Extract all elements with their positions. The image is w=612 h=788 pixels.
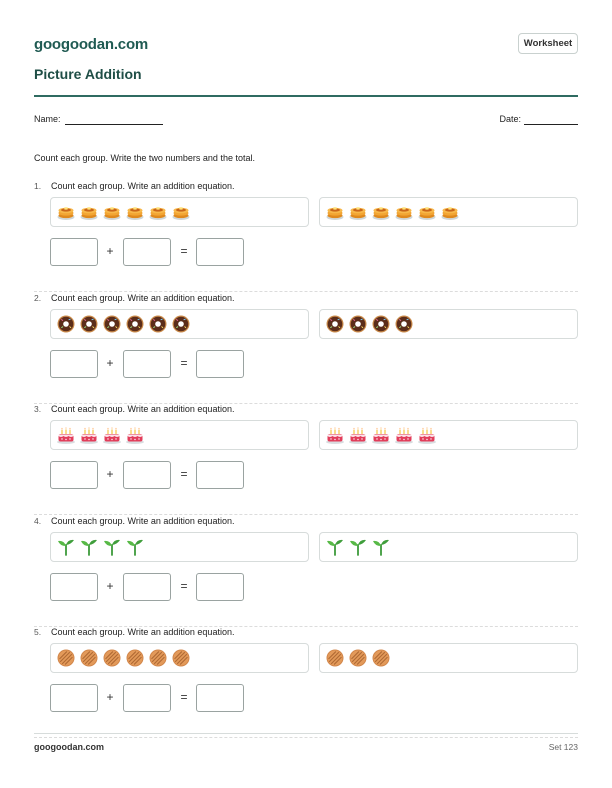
equals-sign: = (180, 467, 188, 481)
picture-group-right (319, 197, 578, 227)
cake-icon (394, 425, 414, 445)
problem-prompt: Count each group. Write an addition equation. (51, 404, 235, 414)
sprout-icon (348, 537, 368, 557)
plus-sign: + (106, 578, 114, 593)
sprout-icon (56, 537, 76, 557)
picture-group-right (319, 532, 578, 562)
date-label: Date: (499, 114, 521, 124)
addend-1-input[interactable] (50, 684, 98, 712)
pancake-icon (79, 202, 99, 222)
cake-icon (417, 425, 437, 445)
addend-2-input[interactable] (123, 573, 171, 601)
sum-input[interactable] (196, 350, 244, 378)
problem-1 (34, 181, 578, 292)
addend-1-input[interactable] (50, 461, 98, 489)
equals-sign: = (180, 244, 188, 258)
cookie-icon (102, 648, 122, 668)
pancake-icon (417, 202, 437, 222)
footer-divider (34, 733, 578, 734)
sprout-icon (125, 537, 145, 557)
cookie-icon (125, 648, 145, 668)
equals-sign: = (180, 355, 188, 370)
sprout-icon (371, 537, 391, 557)
donut-icon (348, 314, 368, 334)
addend-2-input[interactable] (123, 461, 171, 489)
pancake-icon (348, 202, 368, 222)
cookie-icon (79, 648, 99, 668)
problem-prompt: Count each group. Write an addition equation. (51, 292, 235, 303)
addend-1-input[interactable] (50, 238, 98, 266)
cookie-icon (171, 648, 191, 668)
problem-number: 1. (34, 181, 42, 191)
addend-1-input[interactable] (50, 350, 98, 378)
problem-number: 3. (34, 404, 42, 414)
cake-icon (125, 425, 145, 445)
cake-icon (348, 425, 368, 445)
problem-divider (34, 737, 578, 738)
pancake-icon (56, 202, 76, 222)
pancake-icon (125, 202, 145, 222)
problem-prompt: Count each group. Write an addition equation. (51, 515, 235, 526)
picture-group-left (50, 197, 309, 227)
problem-2 (34, 293, 578, 404)
plus-sign: + (106, 690, 114, 704)
donut-icon (148, 314, 168, 334)
equals-sign: = (180, 690, 188, 704)
pancake-icon (371, 202, 391, 222)
footer-set: Set 123 (548, 742, 578, 752)
problem-3 (34, 404, 578, 515)
problem-number: 2. (34, 292, 42, 303)
cake-icon (371, 425, 391, 445)
instructions: Count each group. Write the two numbers and the total. (34, 153, 255, 163)
pancake-icon (394, 202, 414, 222)
sprout-icon (325, 537, 345, 557)
pancake-icon (440, 202, 460, 222)
picture-group-right (319, 420, 578, 450)
name-label: Name: (34, 114, 61, 124)
cake-icon (102, 425, 122, 445)
donut-icon (325, 314, 345, 334)
donut-icon (394, 314, 414, 334)
donut-icon (171, 314, 191, 334)
pancake-icon (102, 202, 122, 222)
problem-number: 5. (34, 627, 42, 637)
sum-input[interactable] (196, 238, 244, 266)
cake-icon (325, 425, 345, 445)
plus-sign: + (106, 355, 114, 370)
problem-prompt: Count each group. Write an addition equation. (51, 627, 235, 637)
cookie-icon (56, 648, 76, 668)
sprout-icon (102, 537, 122, 557)
header-divider (34, 95, 578, 97)
addend-1-input[interactable] (50, 573, 98, 601)
problem-4 (34, 516, 578, 627)
picture-group-right (319, 309, 578, 339)
addend-2-input[interactable] (123, 684, 171, 712)
plus-sign: + (106, 244, 114, 258)
sum-input[interactable] (196, 461, 244, 489)
sprout-icon (79, 537, 99, 557)
pancake-icon (325, 202, 345, 222)
cookie-icon (325, 648, 345, 668)
picture-group-left (50, 643, 309, 673)
footer-site: googoodan.com (34, 742, 104, 752)
donut-icon (56, 314, 76, 334)
picture-group-left (50, 532, 309, 562)
picture-group-left (50, 420, 309, 450)
cake-icon (56, 425, 76, 445)
donut-icon (371, 314, 391, 334)
donut-icon (102, 314, 122, 334)
picture-group-left (50, 309, 309, 339)
date-field[interactable] (524, 124, 578, 125)
cookie-icon (371, 648, 391, 668)
addend-2-input[interactable] (123, 238, 171, 266)
equals-sign: = (180, 578, 188, 593)
worksheet-badge: Worksheet (518, 33, 578, 54)
site-brand: googoodan.com (34, 36, 149, 53)
cake-icon (79, 425, 99, 445)
donut-icon (125, 314, 145, 334)
addend-2-input[interactable] (123, 350, 171, 378)
donut-icon (79, 314, 99, 334)
cookie-icon (348, 648, 368, 668)
name-field[interactable] (65, 124, 163, 125)
pancake-icon (148, 202, 168, 222)
picture-group-right (319, 643, 578, 673)
plus-sign: + (106, 467, 114, 481)
problem-number: 4. (34, 515, 42, 526)
cookie-icon (148, 648, 168, 668)
problem-prompt: Count each group. Write an addition equation. (51, 181, 235, 191)
pancake-icon (171, 202, 191, 222)
sum-input[interactable] (196, 573, 244, 601)
problem-5 (34, 627, 578, 738)
sum-input[interactable] (196, 684, 244, 712)
page-title: Picture Addition (34, 66, 142, 82)
